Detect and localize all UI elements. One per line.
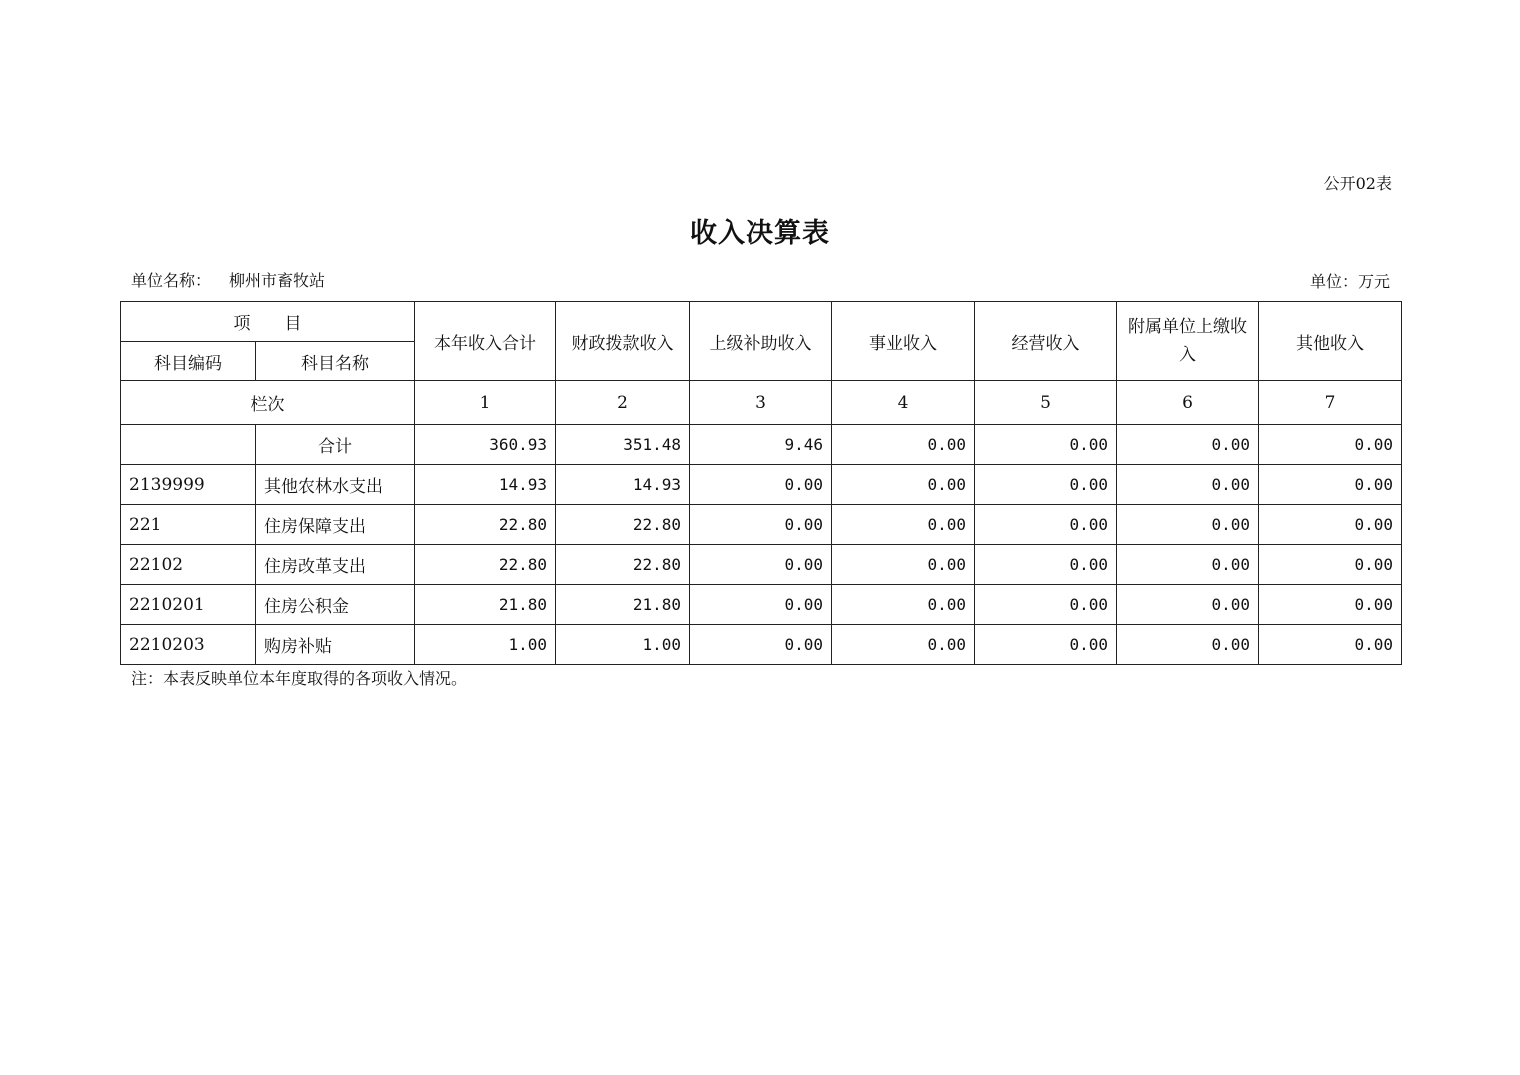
header-code: 科目编码 xyxy=(121,342,256,381)
value-cell: 1.00 xyxy=(556,625,690,665)
table-row xyxy=(121,465,1402,505)
subject-name: 住房公积金 xyxy=(256,585,415,625)
value-cell: 0.00 xyxy=(832,585,975,625)
value-cell: 0.00 xyxy=(975,425,1117,465)
value-cell: 0.00 xyxy=(1259,585,1402,625)
subject-name: 合计 xyxy=(256,425,415,465)
subject-name: 住房改革支出 xyxy=(256,545,415,585)
value-cell: 0.00 xyxy=(690,505,832,545)
table-row-total xyxy=(121,425,1402,465)
value-cell: 21.80 xyxy=(415,585,556,625)
header-col-superior-subsidy: 上级补助收入 xyxy=(690,302,832,381)
value-cell: 21.80 xyxy=(556,585,690,625)
column-index: 4 xyxy=(832,381,975,425)
value-cell: 351.48 xyxy=(556,425,690,465)
value-cell: 0.00 xyxy=(975,625,1117,665)
column-index: 3 xyxy=(690,381,832,425)
unit-name-label: 单位名称： xyxy=(131,271,212,290)
subject-code xyxy=(121,425,256,465)
value-cell: 0.00 xyxy=(975,465,1117,505)
value-cell: 22.80 xyxy=(556,545,690,585)
subject-code: 2139999 xyxy=(121,465,256,505)
column-index: 6 xyxy=(1117,381,1259,425)
table-note: 注：本表反映单位本年度取得的各项收入情况。 xyxy=(131,669,468,688)
value-cell: 0.00 xyxy=(975,505,1117,545)
table-row xyxy=(121,545,1402,585)
page-title: 收入决算表 xyxy=(690,218,830,249)
column-index: 7 xyxy=(1259,381,1402,425)
unit-name-line xyxy=(131,268,325,291)
unit-name-value: 柳州市畜牧站 xyxy=(229,271,326,290)
value-cell: 0.00 xyxy=(832,625,975,665)
header-col-business: 事业收入 xyxy=(832,302,975,381)
header-col-fiscal: 财政拨款收入 xyxy=(556,302,690,381)
value-cell: 0.00 xyxy=(1259,425,1402,465)
value-cell: 0.00 xyxy=(690,625,832,665)
table-row xyxy=(121,585,1402,625)
value-cell: 0.00 xyxy=(832,465,975,505)
value-cell: 0.00 xyxy=(1117,505,1259,545)
column-index: 1 xyxy=(415,381,556,425)
value-cell: 0.00 xyxy=(1259,625,1402,665)
form-number: 公开02表 xyxy=(1323,174,1392,193)
header-row-1 xyxy=(121,302,1402,342)
value-cell: 0.00 xyxy=(1117,625,1259,665)
currency-unit: 单位：万元 xyxy=(1309,272,1390,291)
value-cell: 0.00 xyxy=(690,585,832,625)
value-cell: 22.80 xyxy=(556,505,690,545)
subject-code: 2210203 xyxy=(121,625,256,665)
value-cell: 22.80 xyxy=(415,505,556,545)
subject-name: 购房补贴 xyxy=(256,625,415,665)
value-cell: 0.00 xyxy=(690,465,832,505)
value-cell: 0.00 xyxy=(1117,585,1259,625)
header-col-other: 其他收入 xyxy=(1259,302,1402,381)
subject-code: 221 xyxy=(121,505,256,545)
value-cell: 360.93 xyxy=(415,425,556,465)
column-index: 5 xyxy=(975,381,1117,425)
header-col-affiliated: 附属单位上缴收入 xyxy=(1117,302,1259,381)
header-col-operating: 经营收入 xyxy=(975,302,1117,381)
column-index-label: 栏次 xyxy=(121,381,415,425)
value-cell: 0.00 xyxy=(690,545,832,585)
subject-name: 住房保障支出 xyxy=(256,505,415,545)
value-cell: 0.00 xyxy=(832,505,975,545)
value-cell: 0.00 xyxy=(975,545,1117,585)
value-cell: 0.00 xyxy=(1117,425,1259,465)
value-cell: 0.00 xyxy=(1259,545,1402,585)
value-cell: 0.00 xyxy=(832,425,975,465)
table-row xyxy=(121,505,1402,545)
value-cell: 0.00 xyxy=(1117,545,1259,585)
value-cell: 14.93 xyxy=(556,465,690,505)
value-cell: 14.93 xyxy=(415,465,556,505)
value-cell: 0.00 xyxy=(975,585,1117,625)
value-cell: 0.00 xyxy=(1259,505,1402,545)
header-col-total: 本年收入合计 xyxy=(415,302,556,381)
column-index: 2 xyxy=(556,381,690,425)
subject-code: 2210201 xyxy=(121,585,256,625)
value-cell: 0.00 xyxy=(832,545,975,585)
income-table xyxy=(120,301,1402,665)
subject-name: 其他农林水支出 xyxy=(256,465,415,505)
value-cell: 1.00 xyxy=(415,625,556,665)
value-cell: 22.80 xyxy=(415,545,556,585)
header-item: 项 目 xyxy=(121,302,415,342)
value-cell: 0.00 xyxy=(1117,465,1259,505)
header-name: 科目名称 xyxy=(256,342,415,381)
column-index-row xyxy=(121,381,1402,425)
value-cell: 9.46 xyxy=(690,425,832,465)
subject-code: 22102 xyxy=(121,545,256,585)
value-cell: 0.00 xyxy=(1259,465,1402,505)
table-row xyxy=(121,625,1402,665)
